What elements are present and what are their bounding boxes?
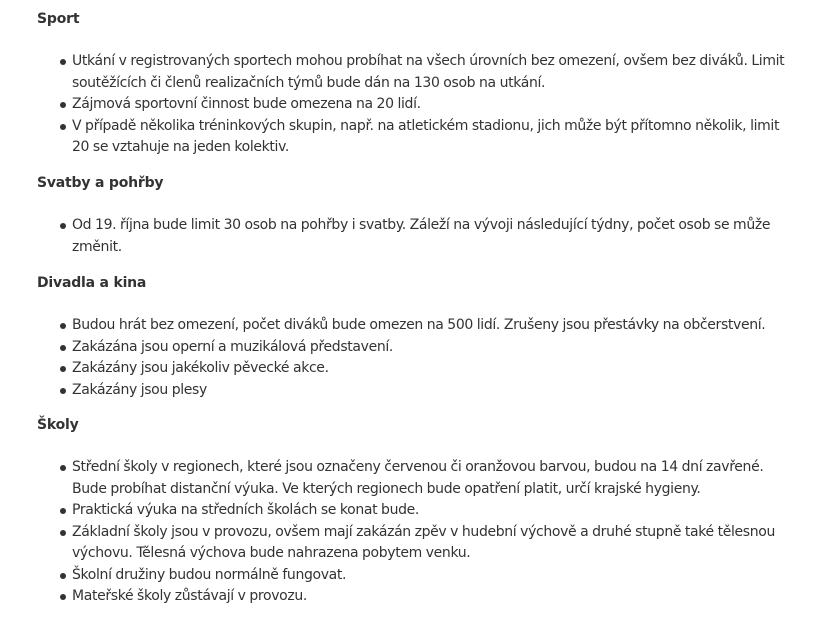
sport-list [58,51,788,159]
section-title-schools: Školy [37,417,79,433]
list-item: Střední školy v regionech, které jsou označeny červenou či oranžovou barvou, budou na 14 dní zavřené. Bude probíhat distanční výuka. Ve kterých regionech bude opatření platit, určí krajské hygieny. [58,457,788,500]
list-item: Zakázány jsou jakékoliv pěvecké akce. [58,358,788,380]
list-item: Zakázána jsou operní a muzikálová představení. [58,337,788,359]
list-item: Utkání v registrovaných sportech mohou probíhat na všech úrovních bez omezení, ovšem bez diváků. Limit soutěžících či členů realizačních týmů bude dán na 130 osob na utkání. [58,51,788,94]
section-title-sport: Sport [37,11,80,27]
schools-list [58,457,788,608]
section-title-weddings-funerals: Svatby a pohřby [37,175,164,191]
list-item: Budou hrát bez omezení, počet diváků bude omezen na 500 lidí. Zrušeny jsou přestávky na občerstvení. [58,315,788,337]
list-item: Základní školy jsou v provozu, ovšem mají zakázán zpěv v hudební výchově a druhé stupně také tělesnou výchovu. Tělesná výchova bude nahrazena pobytem venku. [58,522,788,565]
section-title-theatres-cinemas: Divadla a kina [37,275,147,291]
weddings-funerals-list [58,215,788,258]
theatres-cinemas-list [58,315,788,401]
list-item: Zakázány jsou plesy [58,380,788,402]
list-item: Praktická výuka na středních školách se konat bude. [58,500,788,522]
list-item: V případě několika tréninkových skupin, např. na atletickém stadionu, jich může být přítomno několik, limit 20 se vztahuje na jeden kolektiv. [58,116,788,159]
list-item: Mateřské školy zůstávají v provozu. [58,586,788,608]
list-item: Od 19. října bude limit 30 osob na pohřby i svatby. Záleží na vývoji následující týdny, počet osob se může změnit. [58,215,788,258]
list-item: Školní družiny budou normálně fungovat. [58,565,788,587]
list-item: Zájmová sportovní činnost bude omezena na 20 lidí. [58,94,788,116]
